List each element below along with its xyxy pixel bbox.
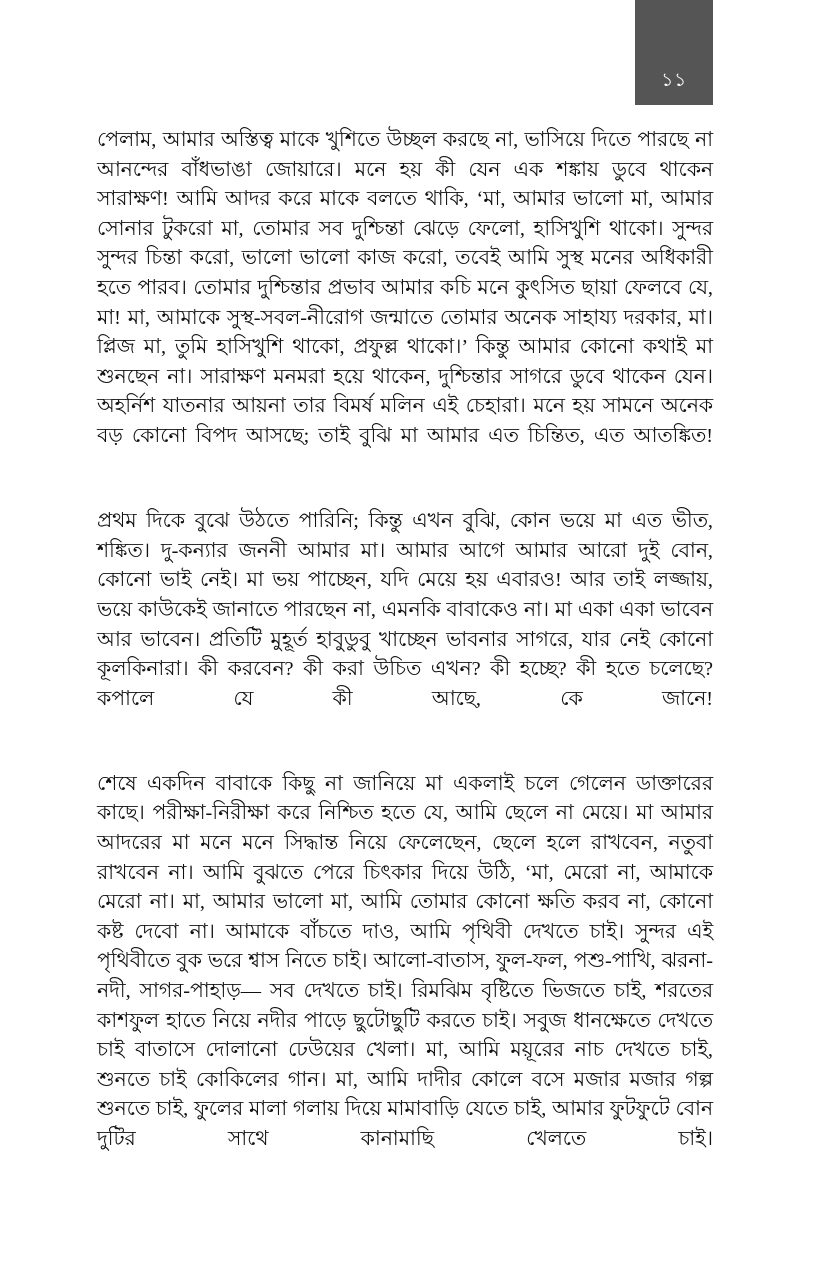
page-number: ১১ — [661, 70, 687, 91]
page-number-block — [635, 0, 713, 105]
paragraph-2: প্রথম দিকে বুঝে উঠতে পারিনি; কিন্তু এখন বুঝি, কোন ভয়ে মা এত ভীত, শঙ্কিত। দু-কন্যার জননী আমার মা। আমার আগে আমার আরো দুই বোন, কোনো ভাই নেই। মা ভয় পাচ্ছেন, যদি মেয়ে হয় এবারও! আর তাই লজ্জায়, ভয়ে কাউকেই জানাতে পারছেন না, এমনকি বাবাকেও না। মা একা একা ভাবেন আর ভাবেন। প্রতিটি মুহূর্ত হাবুডুবু খাচ্ছেন ভাবনার সাগরে, যার নেই কোনো কূলকিনারা। কী করবেন? কী করা উচিত এখন? কী হচ্ছে? কী হতে চলেছে? কপালে যে কী আছে, কে জানে! — [97, 510, 713, 710]
paragraph-3: শেষে একদিন বাবাকে কিছু না জানিয়ে মা একলাই চলে গেলেন ডাক্তারের কাছে। পরীক্ষা-নিরীক্ষা করে নিশ্চিত হতে যে, আমি ছেলে না মেয়ে। মা আমার আদরের মা মনে মনে সিদ্ধান্ত নিয়ে ফেলেছেন, ছেলে হলে রাখবেন, নতুবা রাখবেন না। আমি বুঝতে পেরে চিৎকার দিয়ে উঠি, ‘মা, মেরো না, আমাকে মেরো না। মা, আমার ভালো মা, আমি তোমার কোনো ক্ষতি করব না, কোনো কষ্ট দেবো না। আমাকে বাঁচতে দাও, আমি পৃথিবী দেখতে চাই। সুন্দর এই পৃথিবীতে বুক ভরে শ্বাস নিতে চাই। আলো-বাতাস, ফুল-ফল, পশু-পাখি, ঝরনা-নদী, সাগর-পাহাড়— সব দেখতে চাই। রিমঝিম বৃষ্টিতে ভিজতে চাই, শরতের কাশফুল হাতে নিয়ে নদীর পাড়ে ছুটোছুটি করতে চাই। সবুজ ধানক্ষেতে দেখতে চাই বাতাসে দোলানো ঢেউয়ের খেলা। মা, আমি ময়ূরের নাচ দেখতে চাই, শুনতে চাই কোকিলের গান। মা, আমি দাদীর কোলে বসে মজার মজার গল্প শুনতে চাই, ফুলের মালা গলায় দিয়ে মামাবাড়ি যেতে চাই, আমার ফুটফুটে বোন দুটির সাথে কানামাছি খেলতে চাই। — [97, 772, 713, 1150]
body-text-column — [97, 126, 713, 1184]
paragraph-1: পেলাম, আমার অস্তিত্ব মাকে খুশিতে উচ্ছল করছে না, ভাসিয়ে দিতে পারছে না আনন্দের বাঁধভাঙা জোয়ারে। মনে হয় কী যেন এক শঙ্কায় ডুবে থাকেন সারাক্ষণ! আমি আদর করে মাকে বলতে থাকি, ‘মা, আমার ভালো মা, আমার সোনার টুকরো মা, তোমার সব দুশ্চিন্তা ঝেড়ে ফেলো, হাসিখুশি থাকো। সুন্দর সুন্দর চিন্তা করো, ভালো ভালো কাজ করো, তবেই আমি সুস্থ মনের অধিকারী হতে পারব। তোমার দুশ্চিন্তার প্রভাব আমার কচি মনে কুৎসিত ছায়া ফেলবে যে, মা! মা, আমাকে সুস্থ-সবল-নীরোগ জন্মাতে তোমার অনেক সাহায্য দরকার, মা। প্লিজ মা, তুমি হাসিখুশি থাকো, প্রফুল্ল থাকো।’ কিন্তু আমার কোনো কথাই মা শুনছেন না। সারাক্ষণ মনমরা হয়ে থাকেন, দুশ্চিন্তার সাগরে ডুবে থাকেন যেন। অহর্নিশ যাতনার আয়না তার বিমর্ষ মলিন এই চেহারা। মনে হয় সামনে অনেক বড় কোনো বিপদ আসছে; তাই বুঝি মা আমার এত চিন্তিত, এত আতঙ্কিত! — [97, 129, 713, 447]
